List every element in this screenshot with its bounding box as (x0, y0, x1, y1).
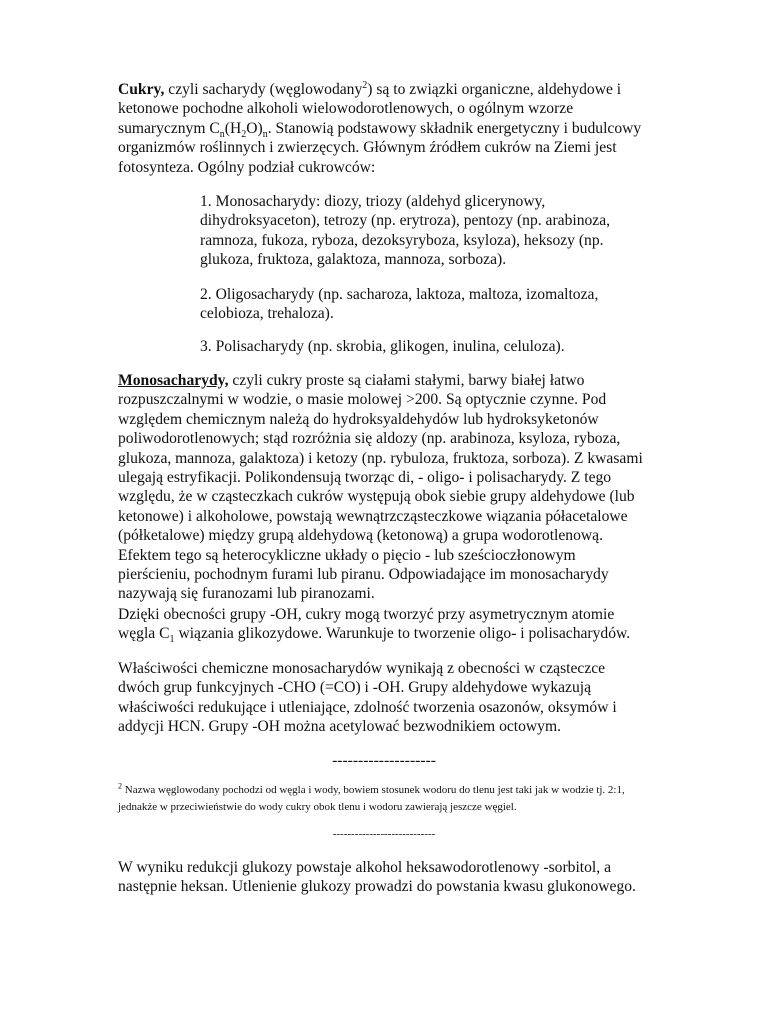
formula-subscript: 2 (241, 128, 247, 140)
term-cukry: Cukry, (118, 81, 165, 98)
footnote (118, 782, 648, 816)
formula-subscript: 1 (169, 634, 175, 646)
text-fragment: (H (224, 119, 242, 137)
text-fragment: . Stanowią podstawowy składnik energetyczny i budulcowy organizmów roślinnych i zwierzęcych. Głównym źródłem cukrów na Ziemi jest fotosynteza. Ogólny podział cukrowców: (118, 119, 642, 176)
paragraph-glucose-reduction: W wyniku redukcji glukozy powstaje alkohol heksawodorotlenowy -sorbitol, a następnie heksan. Utlenienie glukozy prowadzi do powstania kwasu glukonowego. (118, 859, 636, 896)
text-fragment: ) są to związki organiczne, aldehydowe i ketonowe pochodne alkoholi wielowodorotlenowych, o ogólnym wzorze sumarycznym C (118, 81, 622, 137)
paragraph-sugars-intro (118, 80, 648, 177)
list-item-oligosacharydy: 2. Oligosacharydy (np. sacharoza, laktoza, maltoza, izomaltoza, celobioza, trehaloza). (200, 286, 599, 323)
text-fragment: wiązania glikozydowe. Warunkuje to tworzenie oligo- i polisacharydów. (174, 625, 631, 643)
term-monosacharydy: Monosacharydy, (118, 372, 229, 389)
formula-subscript: n (262, 128, 268, 140)
paragraph-chemical-properties: Właściwości chemiczne monosacharydów wynikają z obecności w cząsteczce dwóch grup funkcyjnych -CHO (=CO) i -OH. Grupy aldehydowe wykazują właściwości redukujące i utleniające, zdolność tworzenia osazonów, oksymów i addycji HCN. Grupy -OH można acetylować bezwodnikiem octowym. (118, 660, 617, 736)
text-fragment: O) (246, 119, 263, 137)
footnote-ref: 2 (362, 79, 368, 91)
separator-dashes-small: ---------------------------- (332, 828, 436, 840)
footnote-text: Nazwa węglowodany pochodzi od węgla i wody, bowiem stosunek wodoru do tlenu jest taki jak w wodzie tj. 2:1, jednakże w przeciwieństwie do wody cukry obok tlenu i wodoru zawierają jeszcze węgiel. (118, 784, 625, 813)
text-fragment: czyli cukry proste są ciałami stałymi, barwy białej łatwo rozpuszczalnymi w wodzie, o masie molowej >200. Są optycznie czynne. Pod względem chemicznym należą do hydroksyaldehydów lub hydroksyketonów poliwodorotlenowych; stąd rozróżnia się aldozy (np. arabinoza, ksyloza, ryboza, glukoza, mannoza, galaktoza) i ketozy (np. rybuloza, fruktoza, sorboza). Z kwasami ulegają estryfikacji. Polikondensują tworząc di, - oligo- i polisacharydy. Z tego względu, że w cząsteczkach cukrów występują obok siebie grupy aldehydowe (lub ketonowe) i alkoholowe, powstają wewnątrzcząsteczkowe wiązania półacetalowe (półketalowe) między grupą aldehydową (ketonową) a grupa wodorotlenową. Efektem tego są heterocykliczne układy o pięcio - lub sześcioczłonowym pierścieniu, pochodnym furami lub piranu. Odpowiadające im monosacharydy nazywają się furanozami lub piranozami. (118, 372, 643, 603)
paragraph-monosaccharides (118, 371, 648, 604)
text-fragment: czyli sacharydy (węglowodany (164, 81, 363, 98)
separator-dashes: -------------------- (332, 752, 436, 769)
list-item-monosacharydy: 1. Monosacharydy: diozy, triozy (aldehyd glicerynowy, dihydroksyaceton), tetrozy (np. erytroza), pentozy (np. arabinoza, ramnoza, fukoza, ryboza, dezoksyryboza, ksyloza), heksozy (np. glukoza, fruktoza, galaktoza, mannoza, sorboza). (200, 193, 611, 269)
footnote-number: 2 (118, 781, 122, 791)
formula-subscript: n (219, 128, 225, 140)
paragraph-glycosidic (118, 605, 648, 644)
text-fragment: Dzięki obecności grupy -OH, cukry mogą tworzyć przy asymetrycznym atomie węgla C (118, 606, 615, 643)
list-item-polisacharydy: 3. Polisacharydy (np. skrobia, glikogen, inulina, celuloza). (200, 338, 565, 355)
